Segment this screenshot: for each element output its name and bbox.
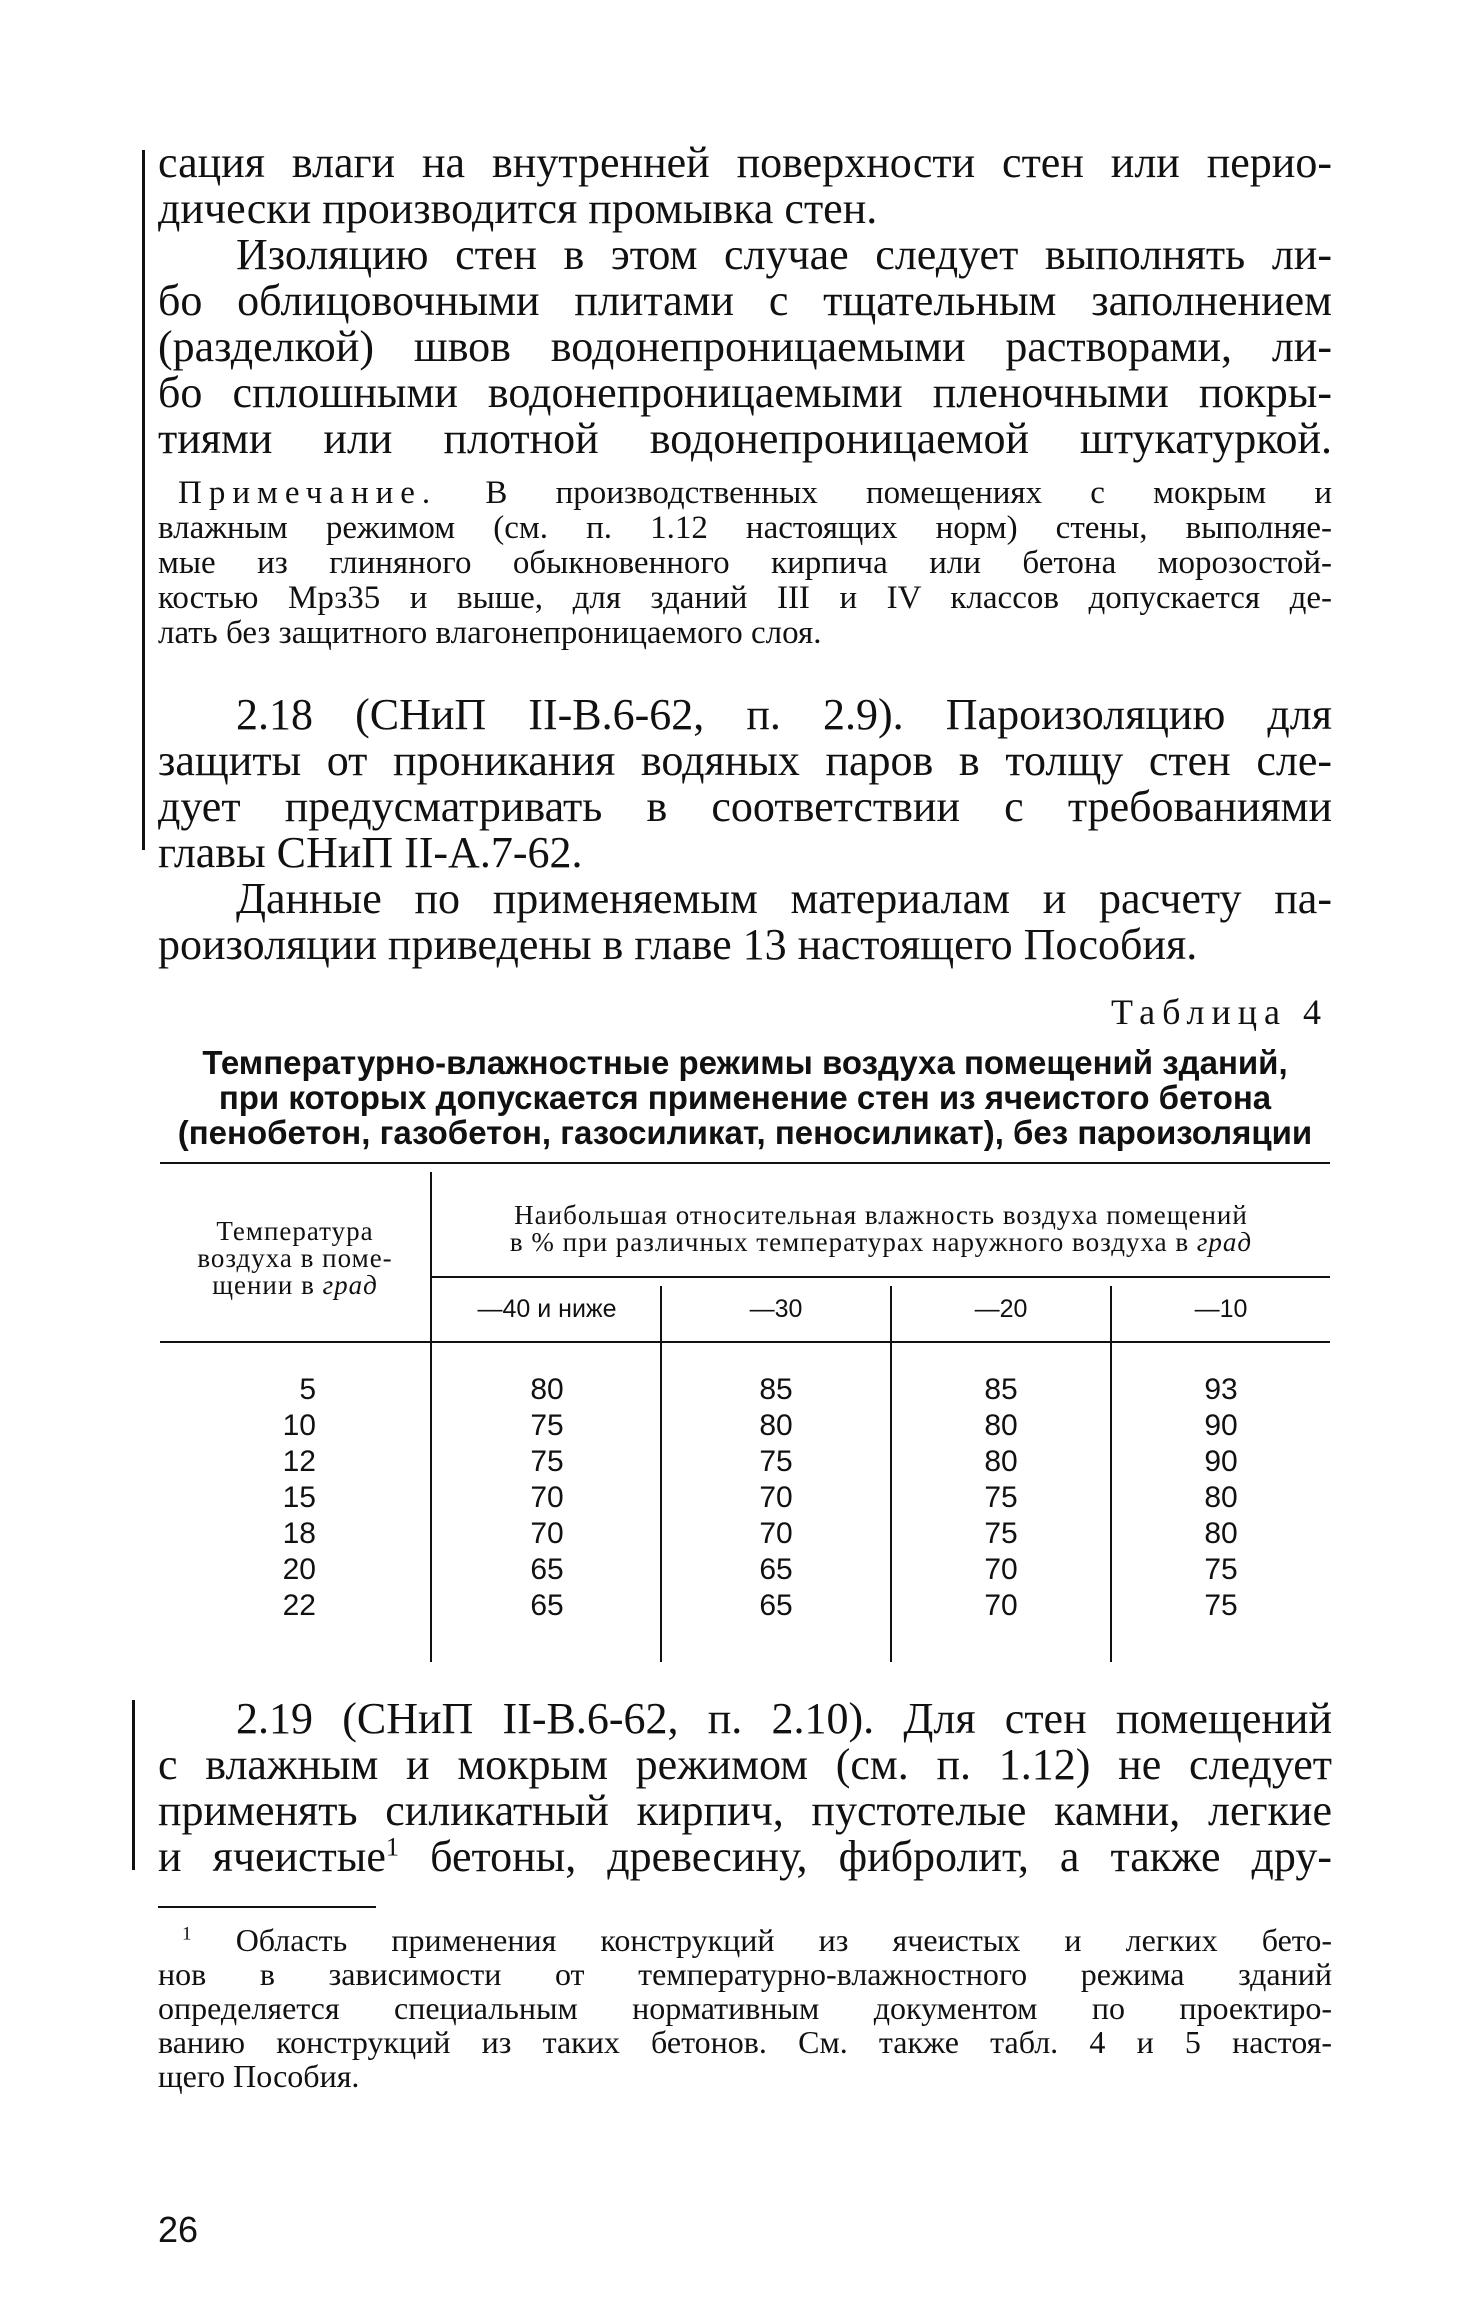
footnote-line: щего Пособия. (158, 2058, 360, 2094)
table-cell: 70 (759, 1517, 793, 1550)
note-line: лать без защитного влагонепроницаемого слоя. (158, 615, 822, 651)
temperature-header-text: щении в (212, 1270, 315, 1300)
humidity-header (436, 1202, 1326, 1256)
table-cell: 75 (984, 1481, 1018, 1514)
note-line: мые из глиняного обыкновенного кирпича или бетона морозостой- (158, 545, 1332, 581)
table-label: Таблица 4 (1111, 992, 1328, 1032)
text-line: роизоляции приведены в главе 13 настоящего Пособия. (158, 920, 1198, 969)
section-218-line: 2.18 (СНиП II-В.6-62, п. 2.9). Пароизоляцию для (236, 690, 1332, 739)
table-cell: 80 (984, 1445, 1018, 1478)
table-subheader-rule (432, 1276, 1330, 1278)
table-cell: 70 (984, 1589, 1018, 1622)
text-line: Данные по применяемым материалам и расчету па- (236, 874, 1332, 923)
table-cell: 18 (282, 1517, 316, 1550)
table-cell: 15 (282, 1481, 316, 1514)
note-text: В производственных помещениях с мокрым и (437, 475, 1332, 511)
table-caption-line: при которых допускается применение стен из ячеистого бетона (218, 1079, 1272, 1116)
table-cell: 65 (530, 1589, 564, 1622)
table-cell: 12 (282, 1445, 316, 1478)
footnote-line (182, 1924, 1332, 1957)
section-218-line: главы СНиП II-А.7-62. (158, 828, 583, 877)
note-line: костью Мрз35 и выше, для зданий III и IV классов допускается де- (158, 580, 1332, 616)
humidity-header-line (436, 1229, 1326, 1256)
page-number: 26 (158, 2209, 199, 2250)
text-line: (разделкой) швов водонепроницаемыми растворами, ли- (158, 322, 1332, 371)
footnote-mark: 1 (385, 1831, 400, 1862)
text-line: тиями или плотной водонепроницаемой штукатуркой. (158, 414, 1332, 463)
note-line: влажным режимом (см. п. 1.12 настоящих норм) стены, выполняе- (158, 510, 1332, 546)
section-219-text: и ячеистые (158, 1832, 386, 1881)
table-cell: 80 (984, 1409, 1018, 1442)
table-cell: 80 (530, 1373, 564, 1406)
change-bar-bottom (132, 1700, 135, 1870)
text-line: Изоляцию стен в этом случае следует выполнять ли- (236, 230, 1332, 279)
table-cell: 70 (530, 1517, 564, 1550)
text-line: бо сплошными водонепроницаемыми пленочными покры- (158, 368, 1332, 417)
temperature-header-line (165, 1272, 425, 1299)
temperature-header (165, 1218, 425, 1299)
change-bar-top (142, 150, 145, 850)
table-cell: 75 (1204, 1589, 1238, 1622)
text-line: дически производится промывка стен. (158, 184, 878, 233)
table-cell: 5 (299, 1373, 316, 1406)
section-219-line: 2.19 (СНиП II-В.6-62, п. 2.10). Для стен помещений (236, 1694, 1332, 1743)
table-cell: 10 (282, 1409, 316, 1442)
footnote-number: 1 (182, 1923, 192, 1945)
section-219-line (158, 1831, 1333, 1881)
column-header: —20 (974, 1295, 1028, 1323)
section-218-line: защиты от проникания водяных паров в толщу стен сле- (158, 736, 1332, 785)
footnote-separator (158, 1906, 376, 1908)
table-cell: 80 (759, 1409, 793, 1442)
note-label: Примечание. (178, 475, 438, 511)
table-cell: 65 (759, 1589, 793, 1622)
table-cell: 70 (530, 1481, 564, 1514)
table-cell: 75 (530, 1445, 564, 1478)
unit-label: град (322, 1270, 378, 1300)
section-219-line: применять силикатный кирпич, пустотелые камни, легкие (158, 1786, 1332, 1835)
table-caption-line: (пенобетон, газобетон, газосиликат, пеносиликат), без пароизоляции (177, 1114, 1313, 1151)
footnote-line: нов в зависимости от температурно-влажностного режима зданий (158, 1956, 1332, 1992)
table-cell: 80 (1204, 1481, 1238, 1514)
table-cell: 70 (759, 1481, 793, 1514)
unit-label: град (1196, 1227, 1253, 1257)
table-cell: 93 (1204, 1373, 1238, 1406)
table-cell: 70 (984, 1553, 1018, 1586)
table-cell: 75 (1204, 1553, 1238, 1586)
temperature-column (160, 1372, 316, 1624)
table-column-rule (430, 1172, 432, 1662)
table-top-rule (160, 1162, 1330, 1164)
section-219-text: бетоны, древесину, фибролит, а также дру- (399, 1832, 1333, 1881)
temperature-header-line: Температура (216, 1216, 374, 1246)
humidity-column-minus30 (662, 1372, 890, 1624)
table-cell: 90 (1204, 1445, 1238, 1478)
column-header: —10 (1194, 1295, 1248, 1323)
footnote-text: Область применения конструкций из ячеистых и легких бето- (191, 1922, 1332, 1958)
section-219-line: с влажным и мокрым режимом (см. п. 1.12) не следует (158, 1740, 1332, 1789)
temperature-header-line: воздуха в поме- (197, 1243, 393, 1273)
table-cell: 22 (282, 1589, 316, 1622)
text-line: сация влаги на внутренней поверхности стен или перио- (158, 138, 1332, 187)
note-first-line (178, 476, 1332, 510)
humidity-header-line: Наибольшая относительная влажность воздуха помещений (514, 1200, 1248, 1230)
table-caption-line: Температурно-влажностные режимы воздуха помещений зданий, (202, 1044, 1288, 1081)
footnote-line: ванию конструкций из таких бетонов. См. также табл. 4 и 5 настоя- (158, 2024, 1332, 2060)
table-cell: 80 (1204, 1517, 1238, 1550)
humidity-column-minus10 (1112, 1372, 1330, 1624)
table-cell: 65 (530, 1553, 564, 1586)
text-line: бо облицовочными плитами с тщательным заполнением (158, 276, 1332, 325)
column-header: —40 и ниже (477, 1295, 617, 1323)
table-cell: 20 (282, 1553, 316, 1586)
table-header-rule (160, 1341, 1330, 1343)
footnote-line: определяется специальным нормативным документом по проектиро- (158, 1990, 1332, 2026)
humidity-column-minus40 (434, 1372, 660, 1624)
table-cell: 75 (759, 1445, 793, 1478)
table-cell: 90 (1204, 1409, 1238, 1442)
table-cell: 75 (984, 1517, 1018, 1550)
column-header: —30 (749, 1295, 803, 1323)
table-cell: 75 (530, 1409, 564, 1442)
humidity-column-minus20 (892, 1372, 1110, 1624)
table-cell: 85 (759, 1373, 793, 1406)
table-cell: 85 (984, 1373, 1018, 1406)
humidity-header-text: в % при различных температурах наружного воздуха в (509, 1227, 1190, 1257)
table-cell: 65 (759, 1553, 793, 1586)
section-218-line: дует предусматривать в соответствии с требованиями (158, 782, 1332, 831)
